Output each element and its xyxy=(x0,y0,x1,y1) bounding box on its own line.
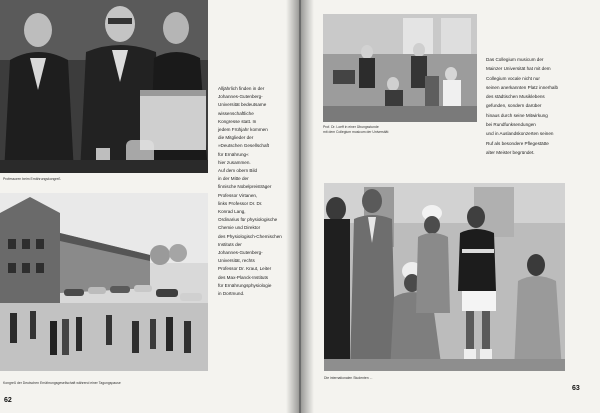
body-line: des Max-Planck-Instituts xyxy=(218,274,269,280)
body-line: Universität, rechts xyxy=(218,258,255,264)
music-photo-caption-line-1: Prof. Dr. Loeff in einer Übungsstunde xyxy=(323,125,379,129)
body-line: Ruf als besondere Pflegestätte xyxy=(486,140,549,146)
left-body-text xyxy=(218,85,282,298)
body-line: Ordinarius für physiologische xyxy=(218,217,278,223)
body-line: wissenschaftliche xyxy=(218,110,254,116)
body-line: seinen anerkannten Platz innerhalb xyxy=(486,84,559,90)
professors-photo xyxy=(0,0,208,173)
body-line: jedem Frühjahr kommen xyxy=(218,127,268,133)
body-line: Johannes-Gutenberg- xyxy=(218,250,263,256)
congress-crowd-photo xyxy=(0,193,208,371)
body-line: Mainzer Universität hat mit dem xyxy=(486,66,551,72)
body-line: Kongresse statt. In xyxy=(218,118,257,124)
body-line: Chemie und Direktor xyxy=(218,225,261,231)
body-line: links Professor Dr. Dr. xyxy=(218,200,263,206)
body-line: finnische Nobelpreisträger xyxy=(218,184,272,190)
body-line: hier zusammen. xyxy=(218,159,251,165)
body-line: Professor Virtanen, xyxy=(218,192,258,198)
body-line: Auf dem obern Bild xyxy=(218,168,258,174)
body-line: für Ernährungsphysiologie xyxy=(218,282,272,288)
body-line: die Mitglieder der xyxy=(218,135,254,141)
page-number-left: 62 xyxy=(4,397,12,404)
international-students-photo xyxy=(324,183,565,371)
body-line: hinaus durch seine Mitwirkung xyxy=(486,112,548,118)
body-line: Das Collegium musicum der xyxy=(486,57,544,62)
body-line: Instituts der xyxy=(218,241,242,247)
body-line: des Physiologisch-Chemischen xyxy=(218,233,282,239)
body-line: bei Rundfunksendungen xyxy=(486,122,536,128)
body-line: »Deutschen Gesellschaft xyxy=(218,143,270,149)
body-line: Universität bedeutsame xyxy=(218,102,267,108)
body-line: Collegium vocale nicht nur xyxy=(486,75,540,81)
top-photo-caption: Professoren beim Ernährungskongreß xyxy=(3,177,61,181)
body-line: und in Auslandskonzerten seinen xyxy=(486,131,554,137)
body-line: Johannes-Gutenberg- xyxy=(218,94,263,100)
right-page xyxy=(301,0,600,413)
body-line: Konrad Lang, xyxy=(218,209,246,215)
page-number-right: 63 xyxy=(572,385,580,392)
body-line: Professor Dr. Kraut, Leiter xyxy=(218,266,272,272)
collegium-musicum-photo xyxy=(323,14,477,122)
left-page xyxy=(0,0,299,413)
body-line: alter Meister begründet. xyxy=(486,149,535,155)
body-line: in der Mitte der xyxy=(218,176,249,182)
right-body-text xyxy=(486,55,558,157)
body-line: in Dortmund. xyxy=(218,291,245,297)
body-line: für Ernährung« xyxy=(218,151,249,157)
music-photo-caption-line-2: mit dem Collegium musicum der Universität xyxy=(323,130,389,134)
body-line: Alljährlich finden in der xyxy=(218,86,265,91)
bottom-photo-caption: Kongreß der Deutschen Ernährungsgesellschaft während einer Tagungspause xyxy=(3,381,121,385)
students-photo-caption: Die internationalen Studenten ... xyxy=(324,376,373,380)
body-line: gefunden, sondern darüber xyxy=(486,103,542,109)
body-line: des städtischen Musiklebens xyxy=(486,94,545,100)
